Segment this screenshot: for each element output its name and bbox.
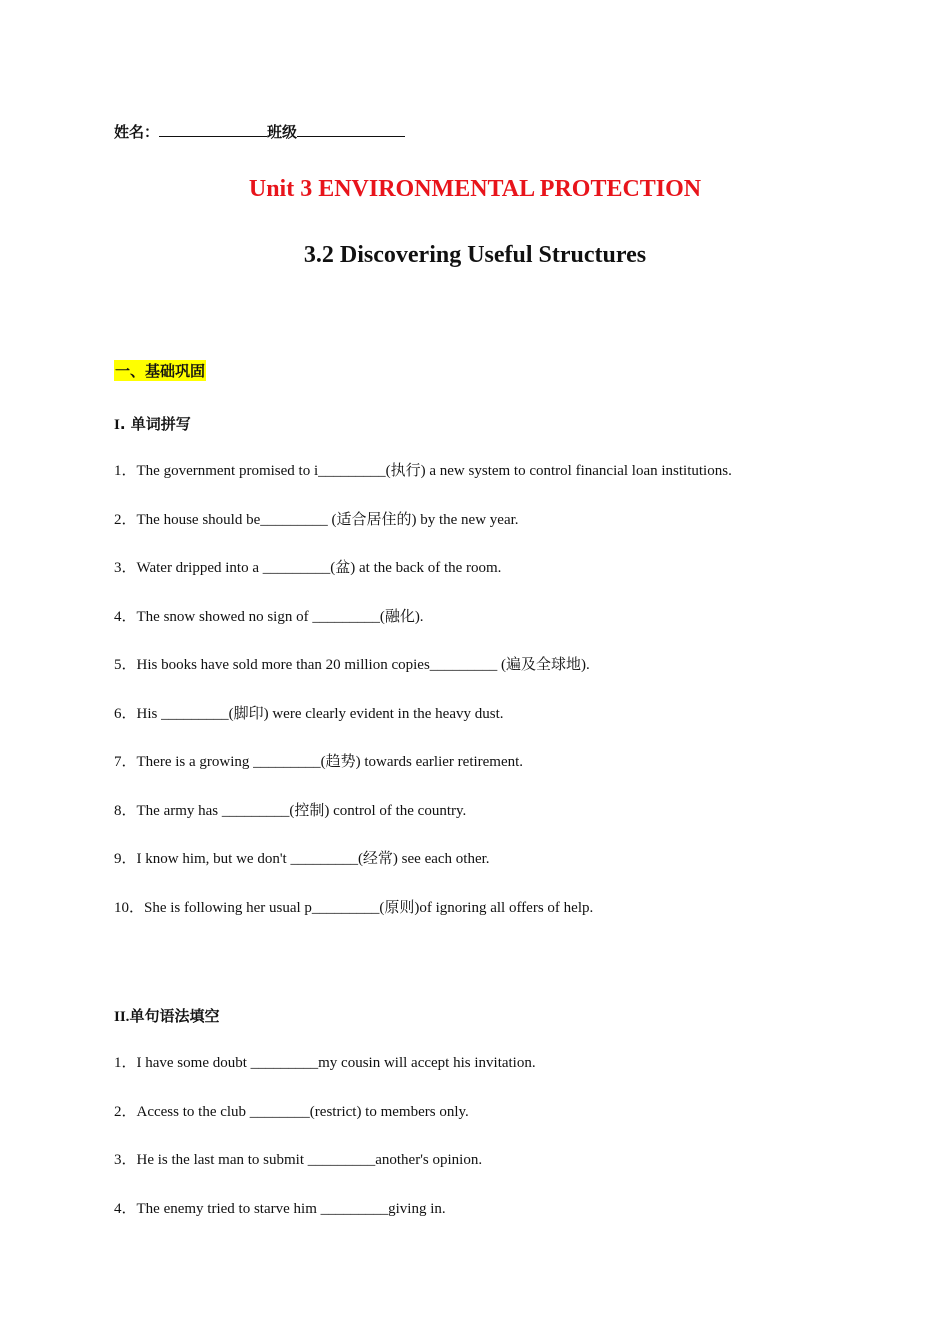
part1-item: 5．His books have sold more than 20 million copies_________ (遍及全球地).	[114, 657, 590, 673]
section-heading: 一、基础巩固	[115, 362, 206, 380]
class-blank[interactable]	[297, 122, 405, 137]
part2-item: 2．Access to the club ________(restrict) to members only.	[114, 1104, 469, 1120]
part1-item: 3．Water dripped into a _________(盆) at the back of the room.	[114, 560, 502, 576]
class-label: 班级	[267, 123, 298, 141]
name-label: 姓名：	[114, 123, 160, 141]
part2-item: 1．I have some doubt _________my cousin will accept his invitation.	[114, 1055, 536, 1071]
part2-heading	[114, 1005, 219, 1026]
part2-item: 3．He is the last man to submit _________another's opinion.	[114, 1152, 483, 1168]
unit-title: Unit 3 ENVIRONMENTAL PROTECTION	[248, 176, 702, 202]
part1-item: 10．She is following her usual p_________(原则)of ignoring all offers of help.	[114, 900, 594, 916]
part1-item: 6．His _________(脚印) were clearly evident in the heavy dust.	[114, 706, 504, 722]
part2-item: 4．The enemy tried to starve him _________giving in.	[114, 1201, 446, 1217]
student-info-line	[114, 121, 405, 142]
part1-item: 7．There is a growing _________(趋势) towards earlier retirement.	[114, 754, 524, 770]
part1-heading	[114, 413, 191, 434]
part1-roman: I	[114, 417, 120, 433]
part1-title: . 单词拼写	[119, 415, 191, 433]
lesson-title: 3.2 Discovering Useful Structures	[303, 242, 647, 268]
part1-item: 8．The army has _________(控制) control of the country.	[114, 803, 467, 819]
part1-item: 2．The house should be_________ (适合居住的) by the new year.	[114, 512, 519, 528]
name-blank[interactable]	[159, 122, 267, 137]
part1-item: 4．The snow showed no sign of _________(融化).	[114, 609, 424, 625]
part1-item: 9．I know him, but we don't _________(经常) see each other.	[114, 851, 490, 867]
part2-roman: II.	[114, 1009, 130, 1025]
part2-title: 单句语法填空	[129, 1007, 220, 1025]
part1-item: 1．The government promised to i_________(执行) a new system to control financial loan institutions.	[114, 463, 732, 479]
